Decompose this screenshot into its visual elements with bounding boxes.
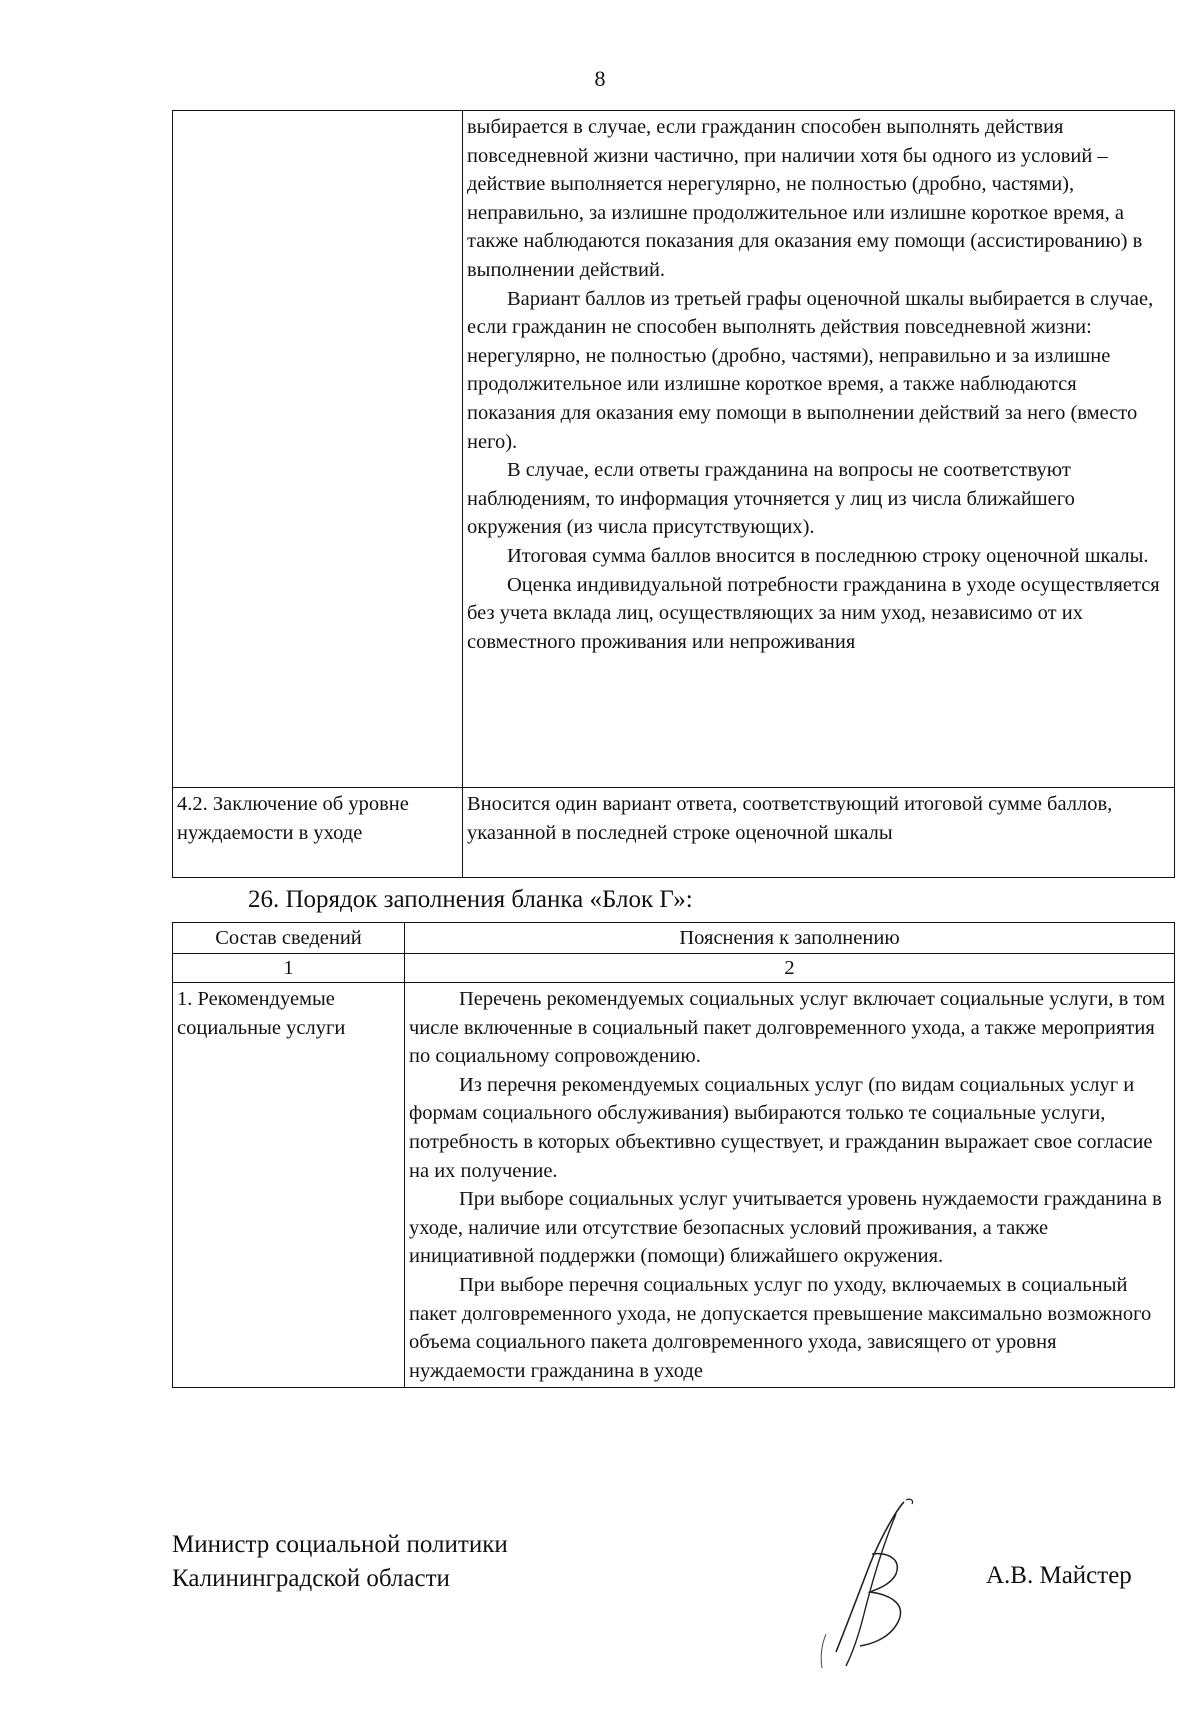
table-cell-right: Вносится один вариант ответа, соответствующий итоговой сумме баллов, указанной в последней строке оценочной шкалы bbox=[463, 788, 1175, 878]
signature-title-line: Министр социальной политики bbox=[172, 1531, 508, 1558]
table-cell-right bbox=[463, 111, 1175, 788]
cell-paragraph: Из перечня рекомендуемых социальных услуг (по видам социальных услуг и формам социального обслуживания) выбираются только те социальные услуги, потребность в которых объективно существует, и гражданин выражает свое согласие на их получение. bbox=[409, 1073, 1153, 1182]
handwritten-signature bbox=[786, 1494, 966, 1674]
column-header: Состав сведений bbox=[173, 923, 405, 954]
signature-title bbox=[172, 1528, 508, 1596]
table-cell-right bbox=[405, 983, 1175, 1388]
page-number: 8 bbox=[594, 66, 606, 91]
table-cell-left: 1. Рекомендуемые социальные услуги bbox=[173, 983, 405, 1388]
cell-paragraph: Оценка индивидуальной потребности гражданина в уходе осуществляется без учета вклада лиц, осуществляющих за ним уход, независимо от их совместного проживания или непроживания bbox=[467, 573, 1160, 653]
cell-paragraph: Вариант баллов из третьей графы оценочной шкалы выбирается в случае, если гражданин не способен выполнять действия повседневной жизни: нерегулярно, не полностью (дробно, частями), неправильно и за излишне продолжительное или излишне короткое время, а также наблюдаются показания для оказания ему помощи в выполнении действий за него (вместо него). bbox=[467, 287, 1154, 453]
column-number: 1 bbox=[173, 954, 405, 983]
table-number-row bbox=[173, 954, 1175, 983]
signatory-name: А.В. Майстер bbox=[986, 1562, 1132, 1589]
continuation-table bbox=[172, 110, 1175, 878]
column-number: 2 bbox=[405, 954, 1175, 983]
cell-paragraph: При выборе перечня социальных услуг по уходу, включаемых в социальный пакет долговременного ухода, не допускается превышение максимально возможного объема социального пакета долговременного ухода, зависящего от уровня нуждаемости гражданина в уходе bbox=[409, 1273, 1152, 1382]
signature-title-line: Калининградской области bbox=[172, 1565, 450, 1592]
cell-paragraph: В случае, если ответы гражданина на вопросы не соответствуют наблюдениям, то информация уточняется у лиц из числа ближайшего окружения (из числа присутствующих). bbox=[467, 459, 1075, 539]
section-heading: 26. Порядок заполнения бланка «Блок Г»: bbox=[248, 886, 693, 913]
cell-paragraph: При выборе социальных услуг учитывается уровень нуждаемости гражданина в уходе, наличие или отсутствие безопасных условий проживания, а также инициативной поддержки (помощи) ближайшего окружения. bbox=[409, 1188, 1162, 1268]
table-row bbox=[173, 111, 1175, 788]
table-header-row bbox=[173, 923, 1175, 954]
cell-paragraph: Итоговая сумма баллов вносится в последнюю строку оценочной шкалы. bbox=[507, 544, 1149, 567]
cell-paragraph: Перечень рекомендуемых социальных услуг включает социальные услуги, в том числе включенные в социальный пакет долговременного ухода, а также мероприятия по социальному сопровождению. bbox=[409, 988, 1165, 1068]
table-cell-left bbox=[173, 111, 463, 788]
column-header: Пояснения к заполнению bbox=[405, 923, 1175, 954]
table-row bbox=[173, 788, 1175, 878]
table-cell-left: 4.2. Заключение об уровне нуждаемости в уходе bbox=[173, 788, 463, 878]
block-g-table bbox=[172, 922, 1175, 1388]
cell-paragraph: выбирается в случае, если гражданин способен выполнять действия повседневной жизни частично, при наличии хотя бы одного из условий – действие выполняется нерегулярно, не полностью (дробно, частями), неправильно, за излишне продолжительное или излишне короткое время, а также наблюдаются показания для оказания ему помощи (ассистированию) в выполнении действий. bbox=[467, 116, 1143, 281]
table-row bbox=[173, 983, 1175, 1388]
